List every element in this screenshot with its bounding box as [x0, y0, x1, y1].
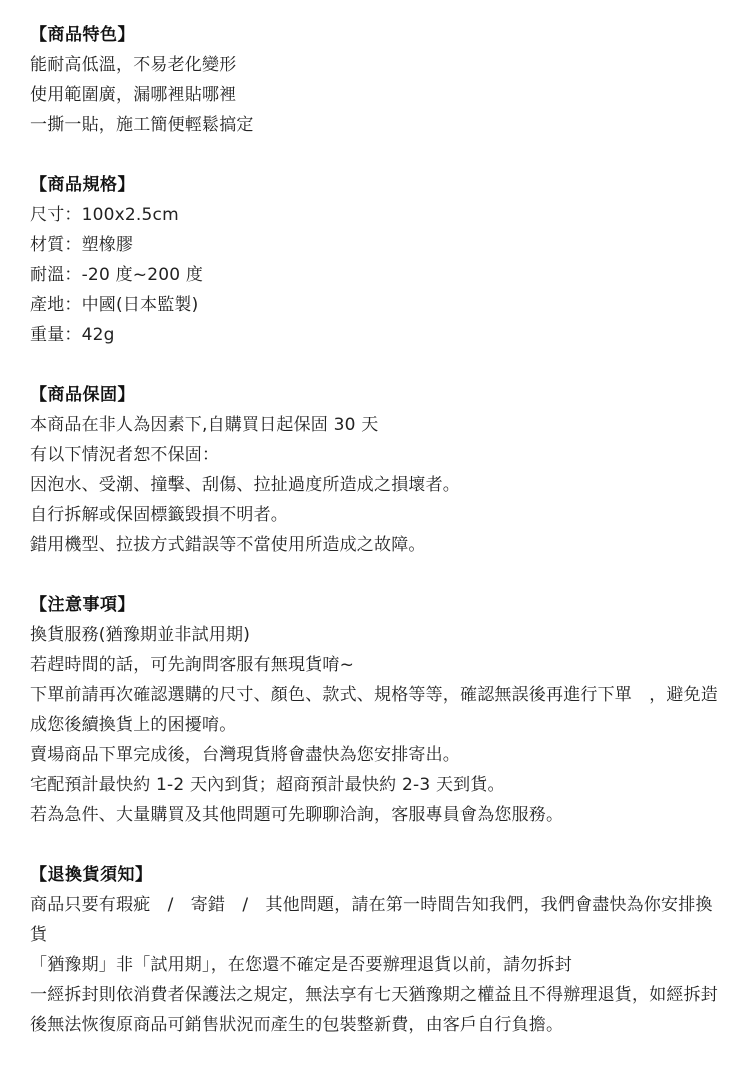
section-returns	[30, 860, 720, 1040]
section-features	[30, 20, 720, 140]
text-line: 若趕時間的話，可先詢問客服有無現貨唷~	[30, 655, 355, 675]
text-line: 賣場商品下單完成後，台灣現貨將會盡快為您安排寄出。	[30, 745, 460, 765]
text-line: 材質：塑橡膠	[30, 235, 134, 255]
text-line: 一經拆封則依消費者保護法之規定，無法享有七天猶豫期之權益且不得辦理退貨，如經拆封後無法恢復原商品可銷售狀況而產生的包裝整新費，由客戶自行負擔。	[30, 985, 718, 1035]
section-heading: 【退換貨須知】	[30, 865, 153, 885]
section-heading: 【商品規格】	[30, 175, 135, 195]
text-line: 尺寸：100x2.5cm	[30, 205, 179, 225]
section-notes	[30, 590, 720, 830]
section-heading: 【注意事項】	[30, 595, 135, 615]
text-line: 自行拆解或保固標籤毀損不明者。	[30, 505, 288, 525]
text-line: 耐溫：-20 度~200 度	[30, 265, 204, 285]
text-line: 錯用機型、拉拔方式錯誤等不當使用所造成之故障。	[30, 535, 426, 555]
text-line: 使用範圍廣，漏哪裡貼哪裡	[30, 85, 237, 105]
text-line: 「猶豫期」非「試用期」，在您還不確定是否要辦理退貨以前，請勿拆封	[30, 955, 572, 975]
section-warranty	[30, 380, 720, 560]
text-line: 重量：42g	[30, 325, 115, 345]
text-line: 換貨服務(猶豫期並非試用期)	[30, 625, 251, 645]
text-line: 能耐高低溫，不易老化變形	[30, 55, 237, 75]
text-line: 若為急件、大量購買及其他問題可先聊聊洽詢，客服專員會為您服務。	[30, 805, 564, 825]
text-line: 有以下情況者恕不保固：	[30, 445, 220, 465]
text-line: 本商品在非人為因素下,自購買日起保固 30 天	[30, 415, 379, 435]
text-line: 商品只要有瑕疵 / 寄錯 / 其他問題，請在第一時間告知我們，我們會盡快為你安排換貨	[30, 895, 713, 945]
text-line: 一撕一貼，施工簡便輕鬆搞定	[30, 115, 254, 135]
text-line: 下單前請再次確認選購的尺寸、顏色、款式、規格等等，確認無誤後再進行下單 ，避免造成您後續換貨上的困擾唷。	[30, 685, 718, 735]
section-specs	[30, 170, 720, 350]
section-heading: 【商品保固】	[30, 385, 135, 405]
section-heading: 【商品特色】	[30, 25, 135, 45]
text-line: 產地：中國(日本監製)	[30, 295, 199, 315]
text-line: 因泡水、受潮、撞擊、刮傷、拉扯過度所造成之損壞者。	[30, 475, 460, 495]
text-line: 宅配預計最快約 1-2 天內到貨；超商預計最快約 2-3 天到貨。	[30, 775, 505, 795]
